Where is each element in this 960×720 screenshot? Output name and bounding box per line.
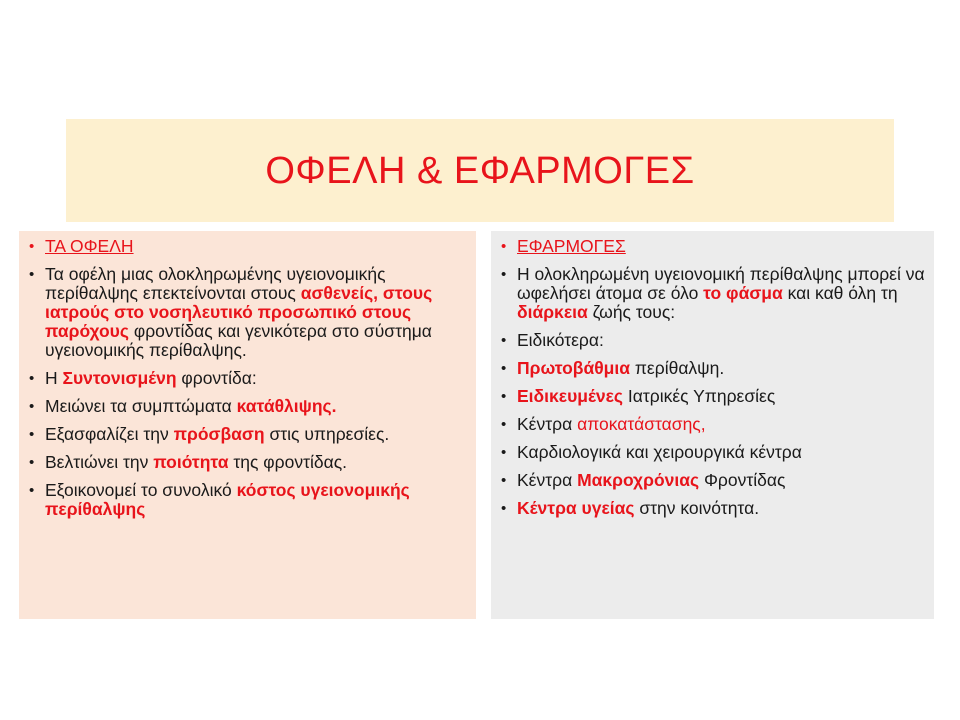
applications-list bbox=[501, 237, 926, 518]
benefits-item: • Μειώνει τα συμπτώματα κατάθλιψης. bbox=[29, 396, 337, 416]
applications-item: • Κέντρα Μακροχρόνιας Φροντίδας bbox=[501, 470, 786, 490]
benefits-item: • Βελτιώνει την ποιότητα της φροντίδας. bbox=[29, 452, 348, 472]
bullet-icon: • bbox=[501, 238, 507, 255]
benefits-panel bbox=[19, 231, 476, 619]
applications-heading: • ΕΦΑΡΜΟΓΕΣ bbox=[501, 236, 626, 256]
bullet-icon: • bbox=[501, 266, 507, 283]
bullet-icon: • bbox=[501, 500, 507, 517]
applications-item: • Ειδικότερα: bbox=[501, 330, 604, 350]
bullet-icon: • bbox=[501, 444, 507, 461]
applications-item: • Κέντρα υγείας στην κοινότητα. bbox=[501, 498, 760, 518]
benefits-item: • Τα οφέλη μιας ολοκληρωμένης υγειονομικής περίθαλψης επεκτείνονται στους ασθενείς, στους ιατρούς στο νοσηλευτικό προσωπικό στους παρόχους φροντίδας και γενικότερα στο σύστημα υγειονομικής περίθαλψης. bbox=[29, 264, 433, 360]
benefits-item: • Εξοικονομεί το συνολικό κόστος υγειονομικής περίθαλψης bbox=[29, 480, 410, 519]
bullet-icon: • bbox=[29, 454, 35, 471]
bullet-icon: • bbox=[29, 398, 35, 415]
bullet-icon: • bbox=[29, 238, 35, 255]
bullet-icon: • bbox=[501, 388, 507, 405]
slide-title: ΟΦΕΛΗ & ΕΦΑΡΜΟΓΕΣ bbox=[265, 150, 695, 192]
applications-item: • Ειδικευμένες Ιατρικές Υπηρεσίες bbox=[501, 386, 776, 406]
bullet-icon: • bbox=[501, 360, 507, 377]
bullet-icon: • bbox=[29, 426, 35, 443]
benefits-heading: • ΤΑ ΟΦΕΛΗ bbox=[29, 236, 134, 256]
bullet-icon: • bbox=[501, 416, 507, 433]
bullet-icon: • bbox=[29, 482, 35, 499]
applications-item: • Καρδιολογικά και χειρουργικά κέντρα bbox=[501, 442, 802, 462]
bullet-icon: • bbox=[501, 472, 507, 489]
benefits-item: • Η Συντονισμένη φροντίδα: bbox=[29, 368, 257, 388]
bullet-icon: • bbox=[501, 332, 507, 349]
benefits-list bbox=[29, 237, 468, 519]
applications-item: • Η ολοκληρωμένη υγειονομική περίθαλψης μπορεί να ωφελήσει άτομα σε όλο το φάσμα και καθ όλη τη διάρκεια ζωής τους: bbox=[501, 264, 925, 322]
benefits-item: • Εξασφαλίζει την πρόσβαση στις υπηρεσίες. bbox=[29, 424, 390, 444]
bullet-icon: • bbox=[29, 266, 35, 283]
applications-item: • Πρωτοβάθμια περίθαλψη. bbox=[501, 358, 725, 378]
title-banner bbox=[66, 119, 894, 222]
applications-item: • Κέντρα αποκατάστασης, bbox=[501, 414, 706, 434]
applications-panel bbox=[491, 231, 934, 619]
bullet-icon: • bbox=[29, 370, 35, 387]
